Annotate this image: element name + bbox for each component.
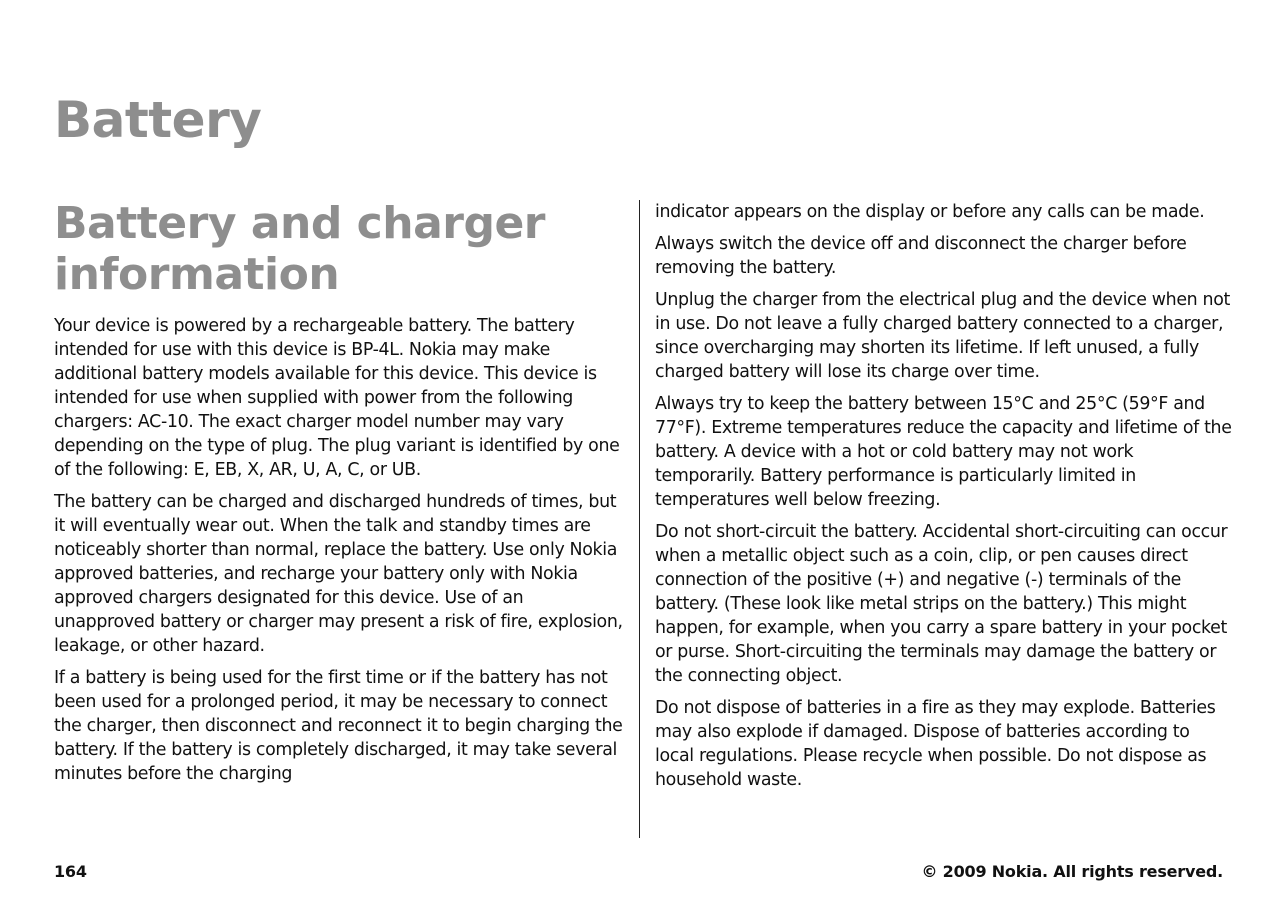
- paragraph: indicator appears on the display or before any calls can be made.: [655, 202, 1205, 222]
- page-title: Battery: [54, 91, 262, 149]
- paragraph: Always switch the device off and disconnect the charger before removing the battery.: [655, 234, 1187, 278]
- paragraph: Your device is powered by a rechargeable battery. The battery intended for use with this device is BP-4L. Nokia may make additional battery models available for this device. This device is intended for use when supplied with power from the following chargers: AC-10. The exact charger model number may vary depending on the type of plug. The plug variant is identified by one of the following: E, EB, X, AR, U, A, C, or UB.: [54, 316, 620, 480]
- paragraph: Do not dispose of batteries in a fire as they may explode. Batteries may also explode if damaged. Dispose of batteries according to local regulations. Please recycle when possible. Do not dispose as household waste.: [655, 698, 1216, 790]
- section-title: Battery and charger information: [54, 198, 545, 300]
- left-column: [54, 198, 629, 794]
- paragraph: Unplug the charger from the electrical plug and the device when not in use. Do not leave a fully charged battery connected to a charger, since overcharging may shorten its lifetime. If left unused, a fully charged battery will lose its charge over time.: [655, 290, 1230, 382]
- right-column: [655, 200, 1233, 800]
- paragraph: Always try to keep the battery between 15°C and 25°C (59°F and 77°F). Extreme temperatures reduce the capacity and lifetime of the battery. A device with a hot or cold battery may not work temporarily. Battery performance is particularly limited in temperatures well below freezing.: [655, 394, 1232, 510]
- paragraph: Do not short-circuit the battery. Accidental short-circuiting can occur when a metallic object such as a coin, clip, or pen causes direct connection of the positive (+) and negative (-) terminals of the battery. (These look like metal strips on the battery.) This might happen, for example, when you carry a spare battery in your pocket or purse. Short-circuiting the terminals may damage the battery or the connecting object.: [655, 522, 1228, 686]
- copyright-notice: © 2009 Nokia. All rights reserved.: [921, 862, 1223, 881]
- column-divider: [639, 200, 640, 838]
- paragraph: If a battery is being used for the first time or if the battery has not been used for a prolonged period, it may be necessary to connect the charger, then disconnect and reconnect it to begin charging the battery. If the battery is completely discharged, it may take several minutes before the charging: [54, 668, 623, 784]
- paragraph: The battery can be charged and discharged hundreds of times, but it will eventually wear out. When the talk and standby times are noticeably shorter than normal, replace the battery. Use only Nokia approved batteries, and recharge your battery only with Nokia approved chargers designated for this device. Use of an unapproved battery or charger may present a risk of fire, explosion, leakage, or other hazard.: [54, 492, 623, 656]
- page-number: 164: [54, 862, 87, 881]
